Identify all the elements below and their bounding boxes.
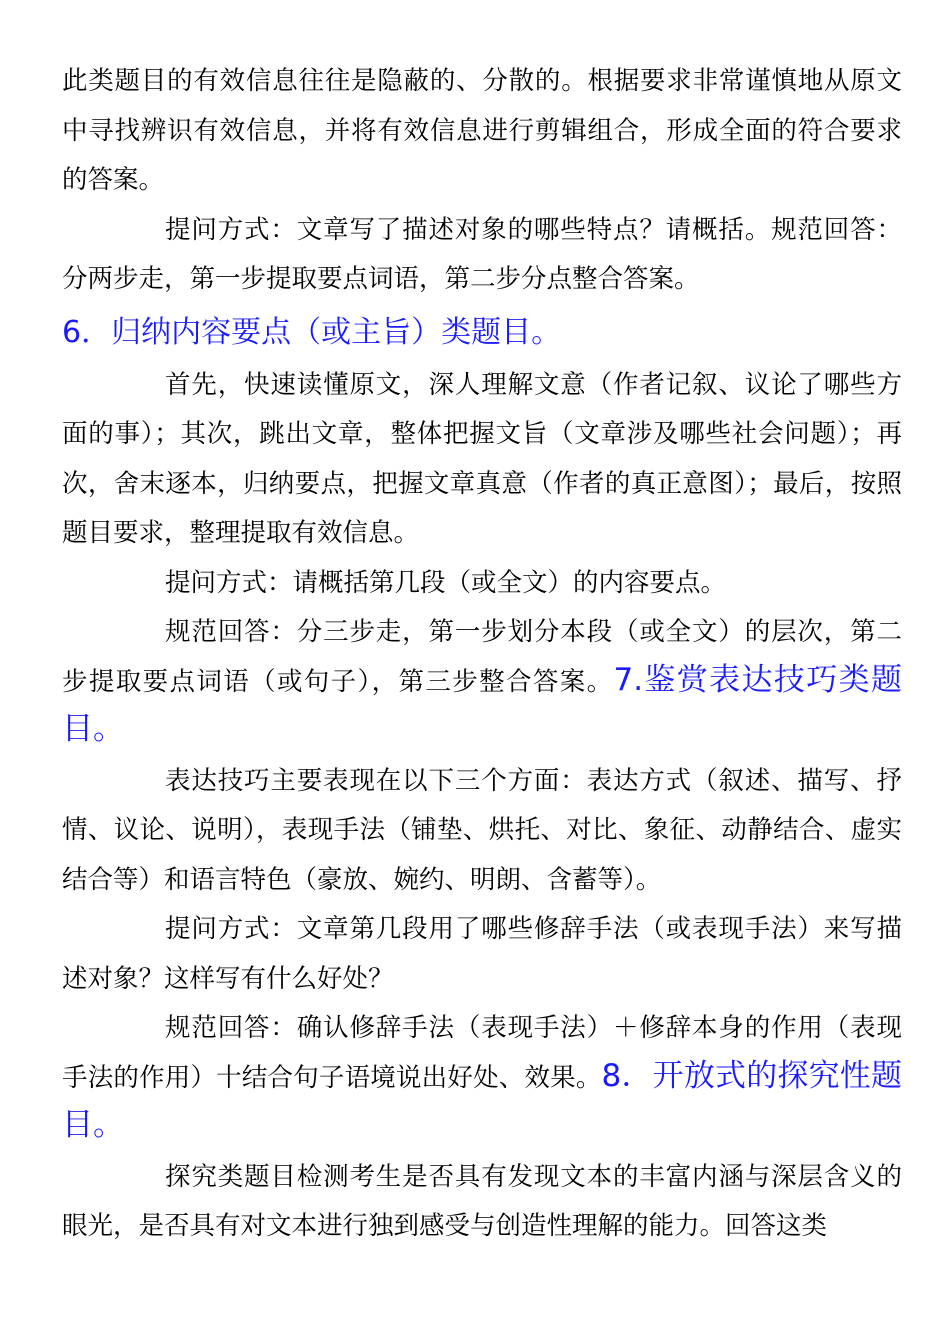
answer-text: 规范回答：分三步走，第一步划分本段（或全文）的层次，第二步提取要点词语（或句子），第三步整合答案。: [62, 617, 902, 697]
paragraph-expression-techniques: 表达技巧主要表现在以下三个方面：表达方式（叙述、描写、抒情、议论、说明），表现手法（铺垫、烘托、对比、象征、动静结合、虚实结合等）和语言特色（豪放、婉约、明朗、含蓄等）。: [62, 765, 902, 895]
paragraph-info-hidden: 此类题目的有效信息往往是隐蔽的、分散的。根据要求非常谨慎地从原文中寻找辨识有效信息，并将有效信息进行剪辑组合，形成全面的符合要求的答案。: [62, 66, 902, 195]
heading-7: 7.鉴赏表达技巧类题目。: [62, 661, 902, 747]
heading-6: 6．归纳内容要点（或主旨）类题目。: [62, 314, 562, 350]
paragraph-exploration: 探究类题目检测考生是否具有发现文本的丰富内涵与深层含义的眼光，是否具有对文本进行独到感受与创造性理解的能力。回答这类: [62, 1161, 902, 1241]
paragraph-question-rhetoric: 提问方式：文章第几段用了哪些修辞手法（或表现手法）来写描述对象？这样写有什么好处？: [62, 914, 902, 994]
heading-8: 8．开放式的探究性题目。: [62, 1057, 902, 1143]
paragraph-question-main-points: 提问方式：请概括第几段（或全文）的内容要点。: [165, 567, 727, 598]
document-page: [62, 57, 902, 1252]
paragraph-answer-rhetoric: [62, 1004, 902, 1153]
answer-rhetoric-text: 规范回答：确认修辞手法（表现手法）＋修辞本身的作用（表现手法的作用）十结合句子语境说出好处、效果。: [62, 1013, 902, 1093]
paragraph-answer-three-steps: [62, 608, 902, 757]
paragraph-steps-summary: 首先，快速读懂原文，深人理解文意（作者记叙、议论了哪些方面的事）；其次，跳出文章，整体把握文旨（文章涉及哪些社会问题）；再次，舍末逐本，归纳要点，把握文章真意（作者的真正意图）；最后，按照题目要求，整理提取有效信息。: [62, 369, 902, 548]
paragraph-question-features: 提问方式：文章写了描述对象的哪些特点？请概括。规范回答：分两步走，第一步提取要点词语，第二步分点整合答案。: [62, 214, 902, 294]
